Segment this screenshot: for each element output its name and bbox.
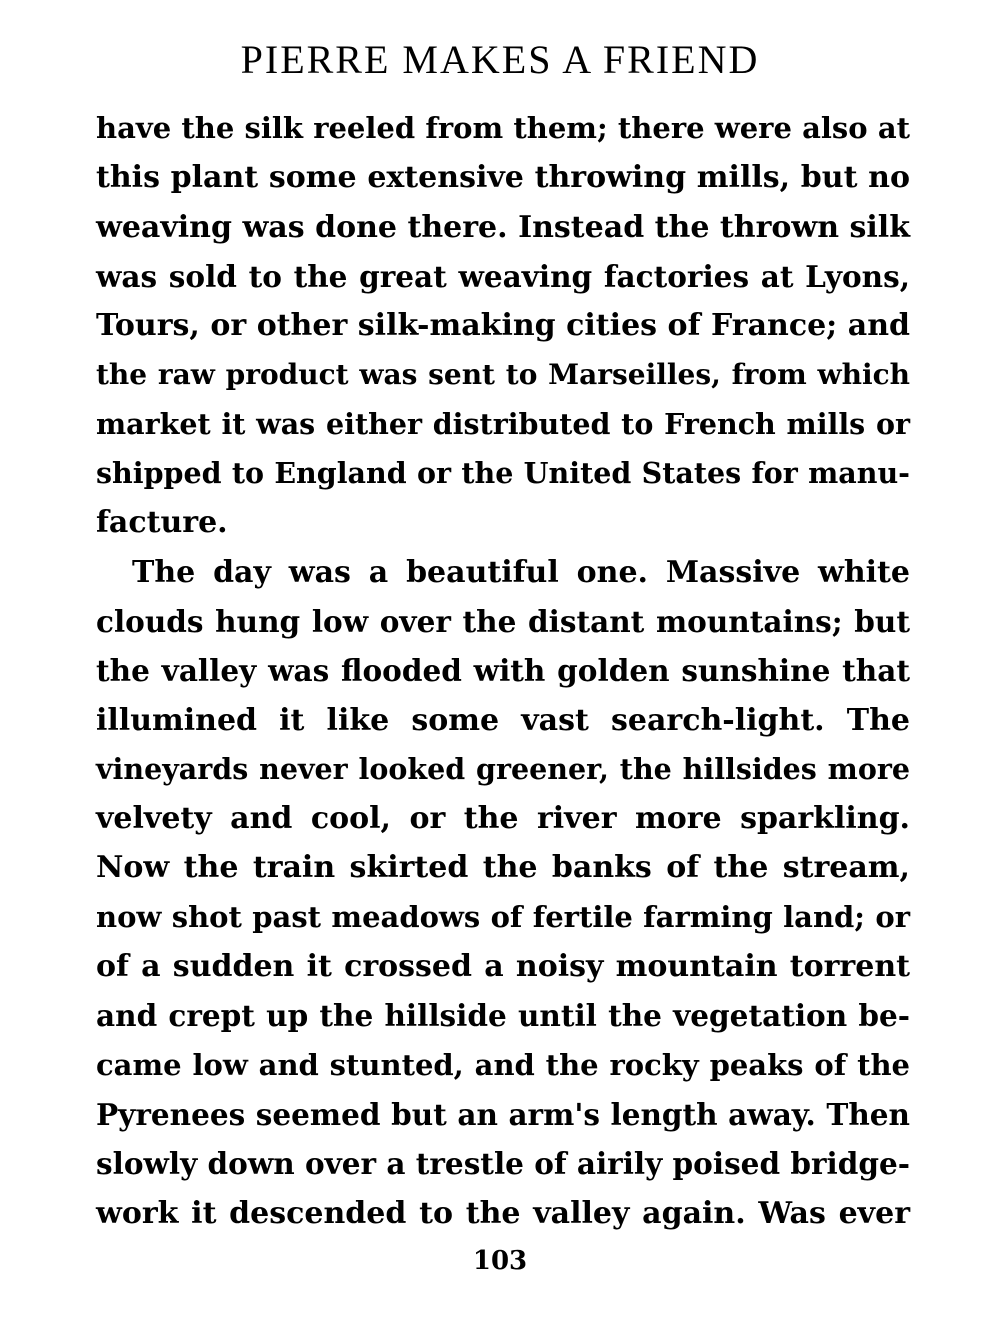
text-line: velvety and cool, or the river more sparkling. [96, 801, 910, 837]
paragraph-2 [96, 548, 910, 1238]
text-line: illumined it like some vast search-light. The [96, 702, 910, 738]
text-line: the raw product was sent to Marseilles, from which [96, 358, 910, 392]
text-line: have the silk reeled from them; there were also at [96, 111, 910, 145]
page-number: 103 [472, 1246, 528, 1276]
text-line: came low and stunted, and the rocky peaks of the [96, 1047, 910, 1082]
text-line: weaving was done there. Instead the thrown silk [96, 209, 910, 245]
body-text [96, 104, 910, 1238]
text-line: was sold to the great weaving factories at Lyons, [96, 258, 910, 294]
text-line: this plant some extensive throwing mills, but no [96, 160, 910, 196]
text-line: and crept up the hillside until the vegetation be- [96, 998, 910, 1034]
text-line: facture. [96, 505, 228, 541]
text-line: Pyrenees seemed but an arm's length away. Then [96, 1096, 910, 1132]
text-line: slowly down over a trestle of airily poised bridge- [96, 1146, 910, 1182]
text-line: work it descended to the valley again. Was ever [96, 1195, 910, 1231]
text-line: Tours, or other silk-making cities of France; and [96, 308, 910, 344]
text-line: shipped to England or the United States for manu- [96, 456, 910, 491]
text-line: The day was a beautiful one. Massive white [132, 554, 910, 590]
paragraph-1 [96, 104, 910, 548]
text-line: the valley was flooded with golden sunshine that [96, 653, 910, 689]
text-line: clouds hung low over the distant mountains; but [96, 603, 910, 639]
text-line: Now the train skirted the banks of the stream, [96, 850, 910, 886]
text-line: vineyards never looked greener, the hillsides more [96, 751, 910, 786]
text-line: market it was either distributed to French mills or [96, 406, 910, 441]
text-line: of a sudden it crossed a noisy mountain torrent [96, 949, 910, 985]
running-head: PIERRE MAKES A FRIEND [240, 37, 760, 82]
text-line: now shot past meadows of fertile farming land; or [96, 899, 910, 934]
